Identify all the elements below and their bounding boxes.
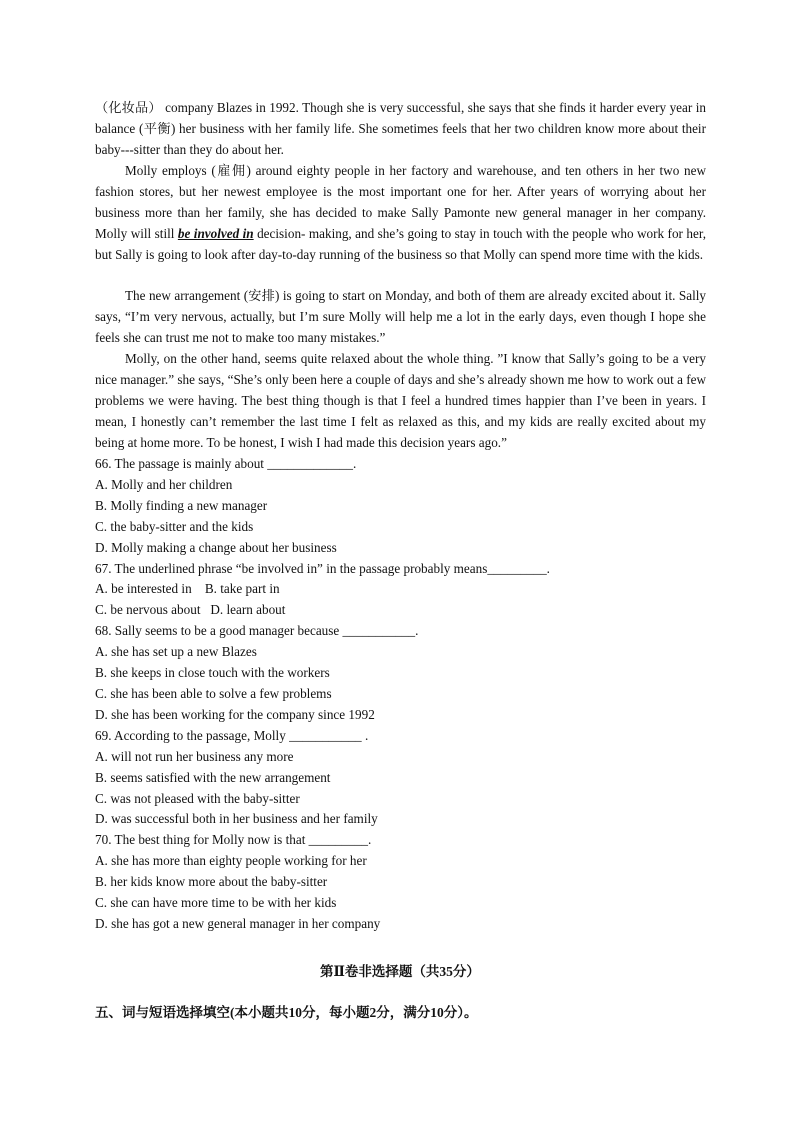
passage-paragraph-2 [95,161,706,266]
question-option: C. be nervous about D. learn about [95,602,286,618]
question-option: A. be interested in B. take part in [95,581,280,597]
question-option: B. seems satisfied with the new arrangement [95,769,331,785]
question-option: B. Molly finding a new manager [95,497,268,513]
question-list [95,454,706,935]
paragraph-text: Molly, on the other hand, seems quite relaxed about the whole thing. ”I know that Sally’s going to be a very nice manager.” she says, “She’s only been here a couple of days and she’s already shown me how to work out a few problems we were having. The best thing though is that I feel a hundred times happier than I’ve been in years. I mean, I honestly can’t remember the last time I felt as relaxed as this, and my kids are really excited about my being at home more. To be honest, I wish I had made this decision years ago.” [95,351,706,450]
paragraph-text-after: decision- making, and she’s going to stay in touch with the people who work for her, but Sally is going to look after day-to-day running of the business so that Molly can spend more time with the kids. [95,225,706,262]
question-option: D. she has got a new general manager in her company [95,915,381,931]
question-stem: 68. Sally seems to be a good manager because ___________. [95,623,419,639]
passage-paragraph-3 [95,286,706,349]
question-option: C. she has been able to solve a few problems [95,685,332,701]
section-title: 第Ⅱ卷非选择题（共35分） [320,964,480,979]
question-stem: 67. The underlined phrase “be involved in” in the passage probably means_________. [95,560,550,576]
question-stem: 66. The passage is mainly about _____________. [95,456,357,471]
question-option: D. she has been working for the company since 1992 [95,706,375,722]
question-stem: 69. According to the passage, Molly ___________ . [95,727,369,743]
paragraph-text: （化妆品） company Blazes in 1992. Though she is very successful, she says that she finds it harder every year in balance (平衡) her business with her family life. She sometimes feels that her two children know more about their baby---sitter than they do about her. [95,100,706,157]
passage-paragraph-1 [95,98,706,161]
question-option: A. will not run her business any more [95,748,294,764]
paragraph-text: The new arrangement (安排) is going to start on Monday, and both of them are already excited about it. Sally says, “I’m very nervous, actually, but I’m sure Molly will help me a lot in the early days, even though I hope she feels she can trust me not to make too many mistakes.” [95,288,706,345]
question-stem: 70. The best thing for Molly now is that _________. [95,832,372,848]
question-option: C. she can have more time to be with her kids [95,895,337,911]
passage-paragraph-4 [95,349,706,454]
question-option: D. was successful both in her business and her family [95,811,378,827]
section-heading: 五、词与短语选择填空(本小题共10分，每小题2分，满分10分）。 [95,1005,478,1020]
question-option: D. Molly making a change about her business [95,539,337,555]
paragraph-text-before: Molly employs (雇佣) around eighty people in her factory and warehouse, and ten others in her two new fashion stores, but her newest employee is the most important one for her. After years of worrying about her business more than her family, she has decided to make Sally Pamonte new general manager in her company. Molly will still [95,163,706,241]
question-option: A. Molly and her children [95,476,233,492]
question-option: A. she has set up a new Blazes [95,644,257,660]
question-option: B. her kids know more about the baby-sitter [95,874,328,890]
question-option: C. was not pleased with the baby-sitter [95,790,300,806]
question-option: B. she keeps in close touch with the workers [95,665,330,681]
question-option: A. she has more than eighty people working for her [95,853,367,869]
underlined-phrase: be involved in [177,225,254,241]
question-option: C. the baby-sitter and the kids [95,518,254,534]
